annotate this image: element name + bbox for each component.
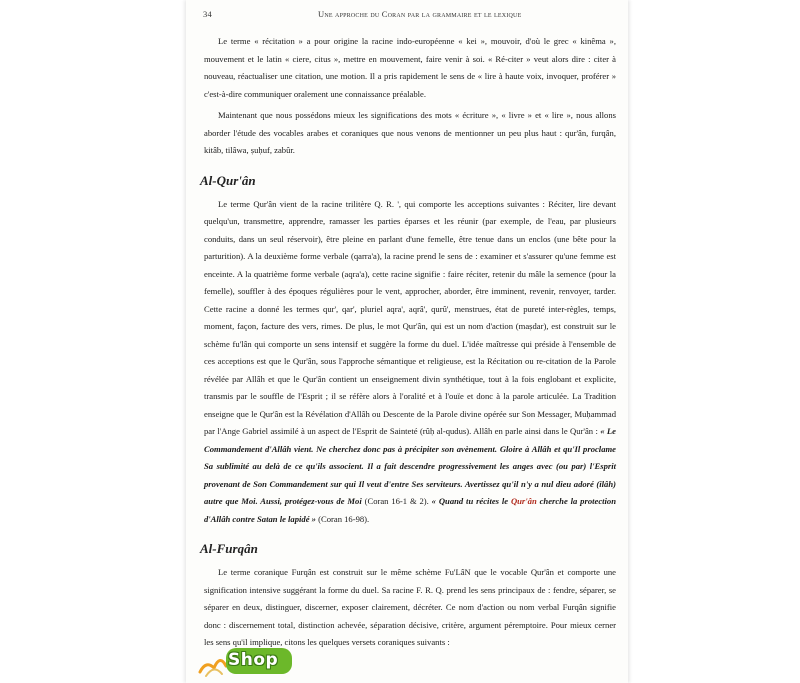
quran-quote-2a: « Quand tu récites le (431, 496, 509, 506)
section-heading-furqan: Al-Furqân (200, 541, 258, 556)
quran-paragraph (204, 196, 616, 529)
intro-paragraph-1: Le terme « récitation » a pour origine la racine indo-européenne « kei », mouvoir, d'où le grec « kinêma », mouvement et le latin « ciere, citus », mettre en mouvement, faire venir à soi. « Ré-citer » veut alors dire : citer à nouveau, réactualiser une citation, une motion. Il a pris rapidement le sens de « lire à haute voix, invoquer, proférer » c'est-à-dire communiquer oralement une connaissance préalable. (204, 36, 616, 99)
quran-quote-2-highlight: Qur'ân (510, 496, 537, 506)
page-header (200, 9, 620, 23)
shop-logo-text: Shop (228, 650, 279, 670)
quran-ref-2: (Coran 16-98). (318, 513, 370, 524)
running-title: Une approche du Coran par la grammaire et le lexique (318, 9, 522, 19)
quran-quote-1: « Le Commandement d'Allâh vient. Ne cherchez donc pas à précipiter son avènement. Gloire à Allâh et qu'Il proclame Sa sublimité au delà de ce qu'ils associent. Il a fait descendre progressivement les anges avec (ou par) l'Esprit provenant de Son Commandement sur qui Il veut d'entre Ses serviteurs. Avertissez qu'il n'y a nul dieu adoré (ilâh) autre que Moi. Aussi, protégez-vous de Moi (204, 426, 616, 506)
quran-ref-1: (Coran 16-1 & 2). (364, 496, 429, 506)
page-body (200, 33, 616, 652)
quran-quote-2b: cherche la protection d'Allâh contre Satan le lapidé » (204, 496, 616, 524)
section-heading-quran: Al-Qur'ân (200, 172, 256, 188)
quran-paragraph-text: Le terme Qur'ân vient de la racine trilitère Q. R. ', qui comporte les acceptions suivantes : Réciter, lire devant quelqu'un, transmettre, apprendre, ramasser les parties éparses et les réunir (par exemple, de l'eau, par plusieurs conduits, dans un seul réservoir), être pleine en parlant d'une femelle, être tenue dans un enclos (une bête pour la parturition). A la deuxième forme verbale (qarra'a), la racine prend le sens de : examiner et s'assurer qu'une femme est enceinte. A la quatrième forme verbale (aqra'a), cette racine signifie : faire réciter, retenir du mâle la semence (pour la femelle), souffler à des époques régulières pour le vent, approcher, aborder, être imminent, revenir, renvoyer, tarder. Cette racine a donné les termes qur', qar', pluriel aqra', aqrâ', qurû', menstrues, état de pureté inter-règles, temps, moment, façon, facture des vers, rimes. De plus, le mot Qur'ân, qui est un nom d'action (maṣdar), est construit sur le schème fu'lân qui comporte un sens intensif et suggère la forme du duel. L'idée maîtresse qui préside à l'ensemble de ces acceptions est que le Qur'ân, sous l'approche sémantique et religieuse, est la Récitation ou re-citation de la Parole révélée par Allâh et que le Qur'ân contient un enseignement divin synthétique, tout à la fois englobant et explicite, transmis par le souffle de l'Esprit ; il se réfère alors à l'oralité et à l'ouïe et donc à la parole articulée. La Tradition enseigne que le Qur'ân est la Révélation d'Allâh ou Descente de la Parole divine opérée sur Son Messager, Muḥammad par l'Ange Gabriel assimilé à un aspect de l'Esprit de Sainteté (rûḥ al-qudus). Allâh en parle ainsi dans le Qur'ân : (204, 198, 616, 436)
furqan-paragraph: Le terme coranique Furqân est construit sur le même schème Fu'LâN que le vocable Qur'ân et comporte une signification intensive suggérant la forme du duel. Sa racine F. R. Q. prend les sens principaux de : fendre, séparer, se séparer en deux, distinguer, discerner, exposer clairement, décréter. Ce nom d'action ou nom verbal Furqân signifie donc : discernement total, distinction achevée, séparation décisive, critère, argument péremptoire. Pour mieux cerner les sens qu'il implique, citons les quelques versets coraniques suivants : (204, 567, 616, 647)
intro-paragraph-2: Maintenant que nous possédons mieux les significations des mots « écriture », « livre » et « lire », nous allons aborder l'étude des vocables arabes et coraniques que nous venons de mentionner un peu plus haut : qur'ân, furqân, kitâb, tilâwa, ṣuḥuf, zabûr. (204, 110, 616, 155)
page-number: 34 (203, 9, 212, 19)
